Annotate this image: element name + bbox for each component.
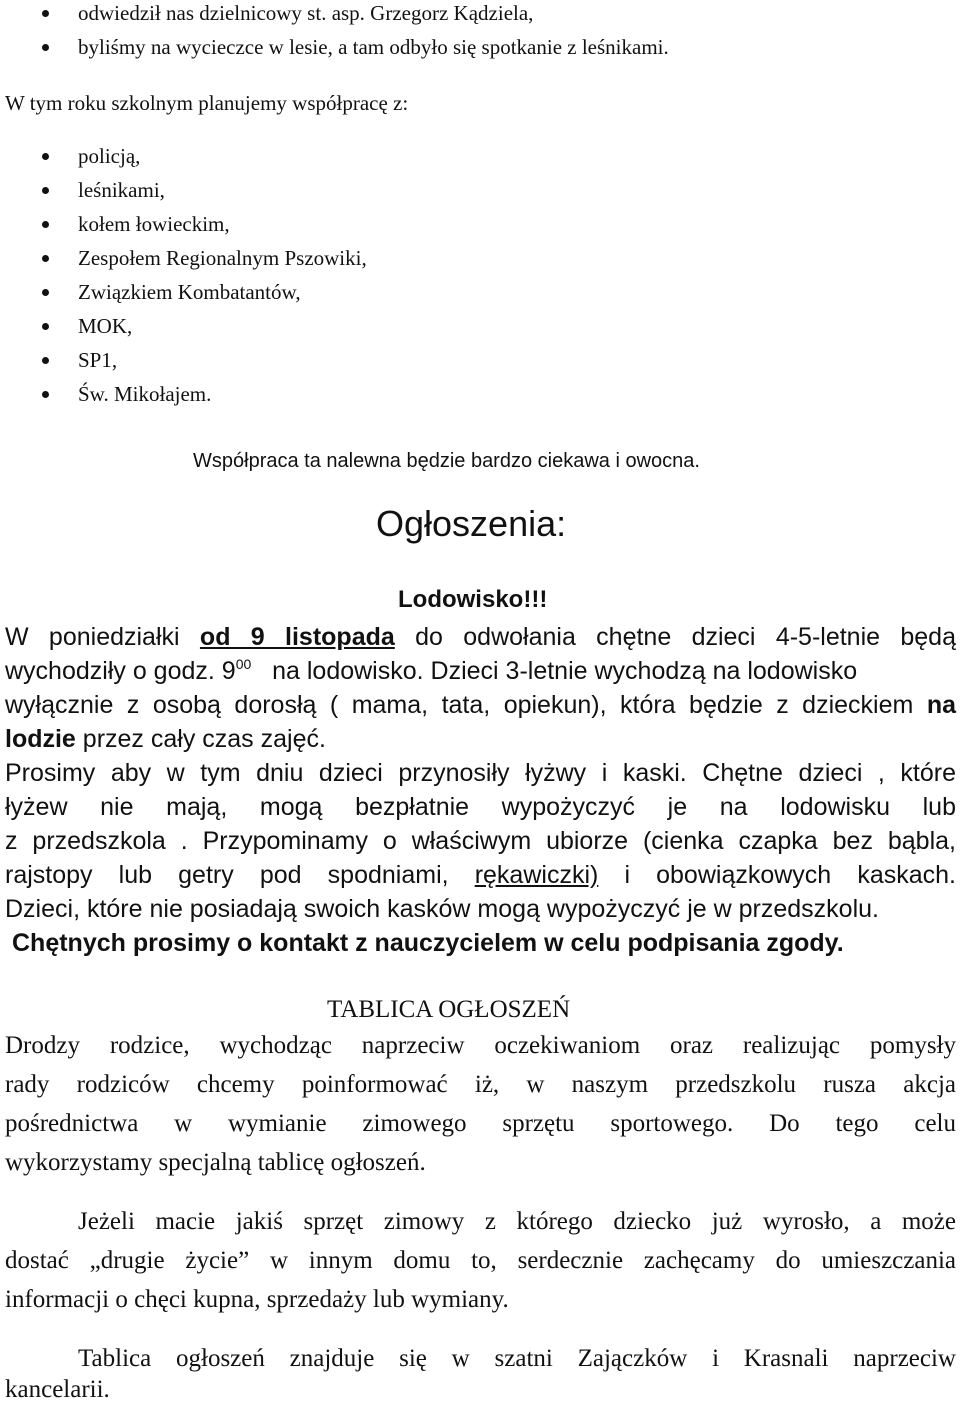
text-line: Tablica ogłoszeń znajduje się w szatni Zajączków i Krasnali naprzeciw (78, 1345, 956, 1372)
text-line: Jeżeli macie jakiś sprzęt zimowy z którego dziecko już wyrosło, a może (78, 1208, 956, 1235)
cooperation-note: Współpraca ta nalewna będzie bardzo ciekawa i owocna. (193, 450, 700, 472)
text-line: Dzieci, które nie posiadają swoich kasków mogą wypożyczyć je w przedszkolu. (5, 895, 879, 923)
text-line: dostać „drugie życie” w innym domu to, serdecznie zachęcamy do umieszczania (5, 1247, 956, 1274)
text-line: informacji o chęci kupna, sprzedaży lub wymiany. (5, 1286, 509, 1313)
list-item: policją, (0, 139, 960, 173)
gloves-highlight: rękawiczki) (474, 861, 599, 889)
text-line: wyłącznie z osobą dorosłą ( mama, tata, opiekun), która będzie z dzieckiem na (5, 691, 957, 719)
list-item: byliśmy na wycieczce w lesie, a tam odbyło się spotkanie z leśnikami. (0, 30, 960, 64)
board-title: TABLICA OGŁOSZEŃ (327, 996, 571, 1023)
plan-intro: W tym roku szkolnym planujemy współpracę z: (5, 91, 409, 115)
text-line: z przedszkola . Przypominamy o właściwym ubiorze (cienka czapka bez bąbla, (5, 827, 956, 855)
announcements-heading: Ogłoszenia: (376, 503, 567, 544)
date-highlight: od 9 listopada (199, 623, 395, 651)
text-line: W poniedziałki od 9 listopada do odwołania chętne dzieci 4-5-letnie będą (5, 623, 956, 651)
cooperation-list (0, 139, 960, 411)
list-item: Św. Mikołajem. (0, 377, 960, 411)
text-line: rajstopy lub getry pod spodniami, rękawiczki) i obowiązkowych kaskach. (5, 861, 956, 889)
list-item: SP1, (0, 343, 960, 377)
text-line: kancelarii. (5, 1376, 110, 1403)
list-item: leśnikami, (0, 173, 960, 207)
visits-list (0, 0, 960, 64)
text-line: wykorzystamy specjalną tablicę ogłoszeń. (5, 1149, 426, 1176)
list-item: odwiedził nas dzielnicowy st. asp. Grzegorz Kądziela, (0, 0, 960, 30)
list-item: kołem łowieckim, (0, 207, 960, 241)
ice-rink-subheading: Lodowisko!!! (398, 586, 548, 613)
text-line: rady rodziców chcemy poinformować iż, w naszym przedszkolu rusza akcja (5, 1071, 956, 1098)
list-item: Związkiem Kombatantów, (0, 275, 960, 309)
text-line: Prosimy aby w tym dniu dzieci przynosiły łyżwy i kaski. Chętne dzieci , które (5, 759, 956, 787)
text-line: wychodziły o godz. $9^{00}$ na lodowisko. Dzieci 3-letnie wychodzą na lodowisko (5, 656, 858, 685)
text-line: łyżew nie mają, mogą bezpłatnie wypożyczyć je na lodowisku lub (5, 793, 956, 821)
consent-note: Chętnych prosimy o kontakt z nauczycielem w celu podpisania zgody. (12, 929, 844, 957)
text-line: lodzie przez cały czas zajęć. (5, 725, 326, 753)
list-item: MOK, (0, 309, 960, 343)
text-line: pośrednictwa w wymianie zimowego sprzętu sportowego. Do tego celu (5, 1110, 956, 1137)
text-line: Drodzy rodzice, wychodząc naprzeciw oczekiwaniom oraz realizując pomysły (5, 1032, 956, 1059)
list-item: Zespołem Regionalnym Pszowiki, (0, 241, 960, 275)
